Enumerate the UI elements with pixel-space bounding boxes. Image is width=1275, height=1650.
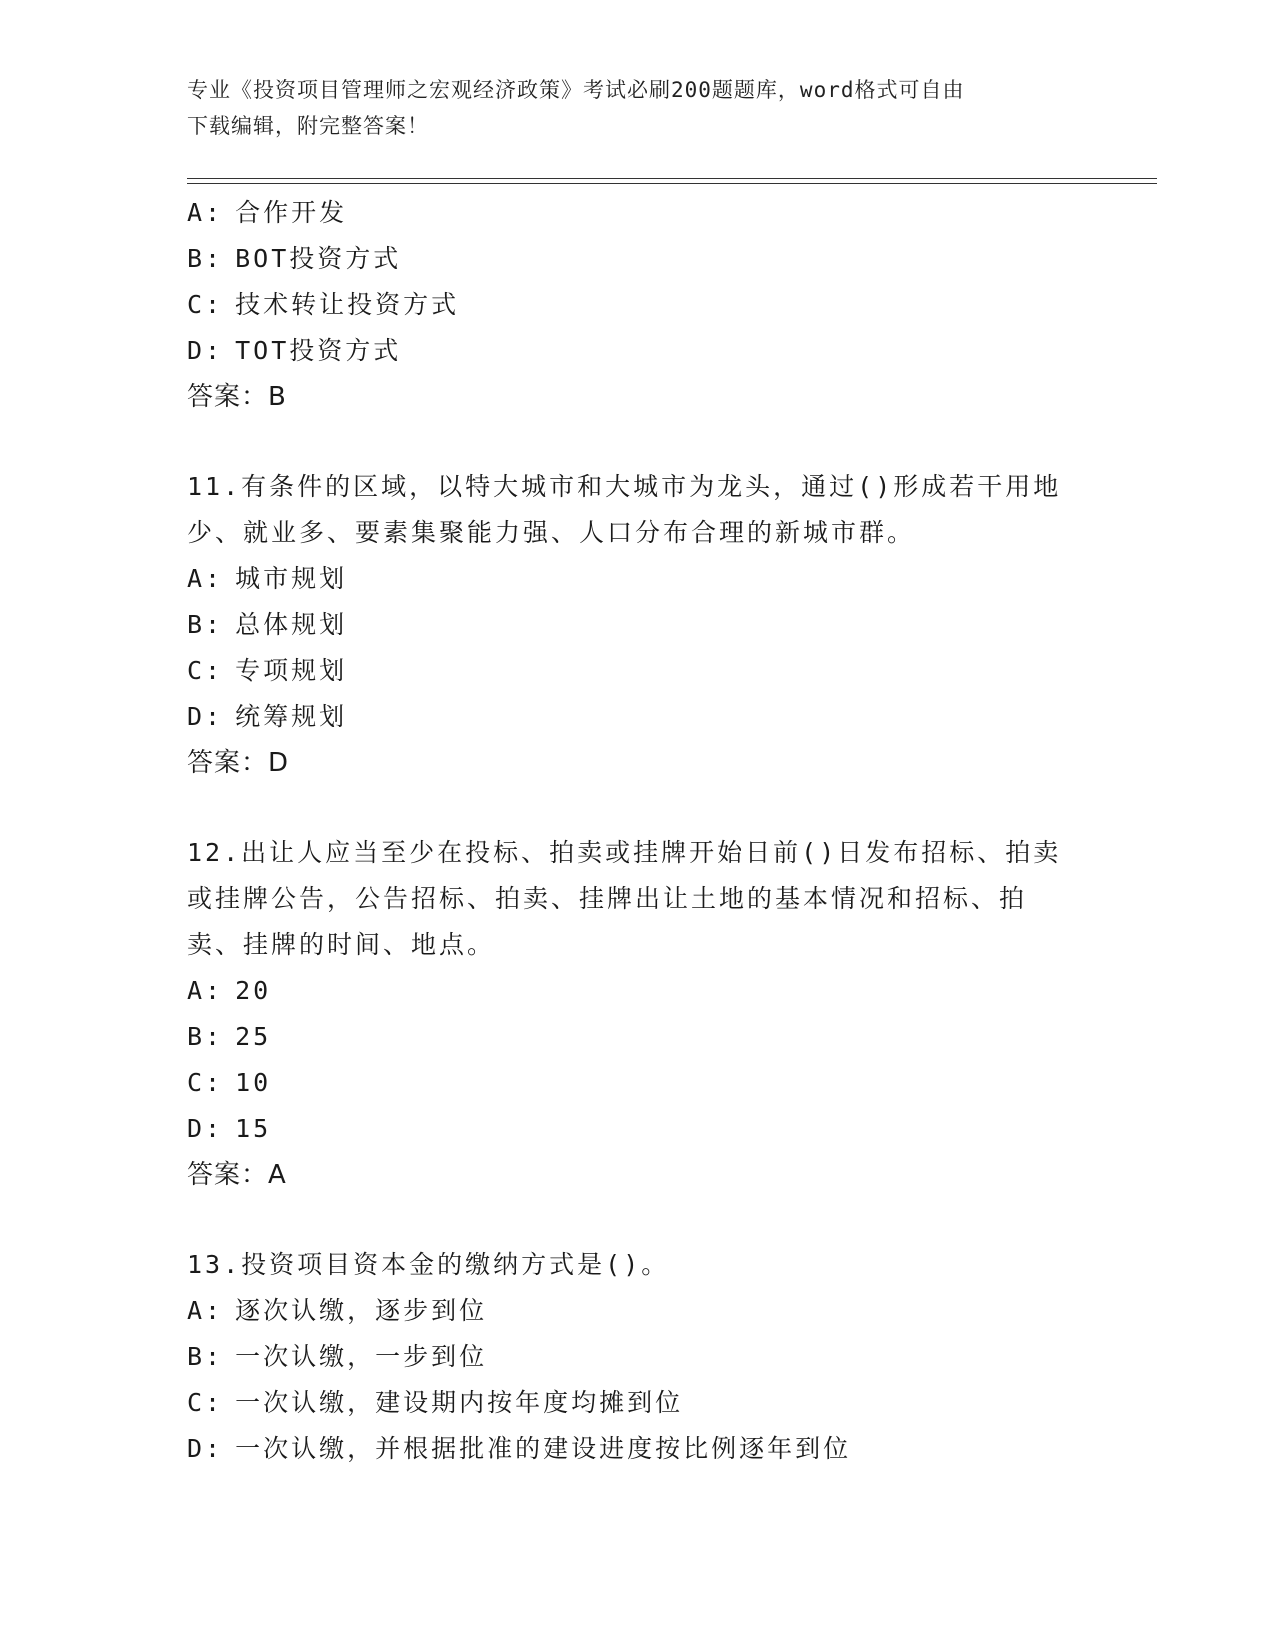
- option-b: B: 总体规划: [187, 610, 348, 639]
- answer-line: 答案：B: [187, 382, 287, 412]
- option-d: D: 15: [187, 1114, 272, 1143]
- question-11: [187, 464, 1087, 786]
- header-divider-bottom: [187, 183, 1157, 184]
- question-stem-line: 卖、挂牌的时间、地点。: [187, 930, 496, 959]
- answer-line: 答案：D: [187, 748, 290, 778]
- question-stem-line: 少、就业多、要素集聚能力强、人口分布合理的新城市群。: [187, 518, 916, 547]
- option-b: B: 一次认缴，一步到位: [187, 1342, 488, 1371]
- option-d: D: 一次认缴，并根据批准的建设进度按比例逐年到位: [187, 1434, 852, 1463]
- option-a: A: 逐次认缴，逐步到位: [187, 1296, 488, 1325]
- question-stem-line: 或挂牌公告，公告招标、拍卖、挂牌出让土地的基本情况和招标、拍: [187, 884, 1028, 913]
- question-stem-line: 12.出让人应当至少在投标、拍卖或挂牌开始日前()日发布招标、拍卖: [187, 838, 1062, 867]
- question-10: [187, 190, 1087, 420]
- option-d: D: 统筹规划: [187, 702, 348, 731]
- option-a: A: 20: [187, 976, 272, 1005]
- option-b: B: BOT投资方式: [187, 244, 402, 273]
- option-d: D: TOT投资方式: [187, 336, 402, 365]
- option-c: C: 专项规划: [187, 656, 348, 685]
- header-line-2: 下载编辑，附完整答案！: [187, 114, 429, 138]
- question-list: [187, 190, 1087, 1472]
- header-line-1: 专业《投资项目管理师之宏观经济政策》考试必刷200题题库，word格式可自由: [187, 78, 965, 102]
- question-stem-line: 11.有条件的区域，以特大城市和大城市为龙头，通过()形成若干用地: [187, 472, 1062, 501]
- option-c: C: 10: [187, 1068, 272, 1097]
- option-b: B: 25: [187, 1022, 272, 1051]
- option-a: A: 城市规划: [187, 564, 348, 593]
- question-stem-line: 13.投资项目资本金的缴纳方式是()。: [187, 1250, 670, 1279]
- option-a: A: 合作开发: [187, 198, 348, 227]
- question-12: [187, 830, 1087, 1198]
- header-divider-top: [187, 178, 1157, 179]
- option-c: C: 一次认缴，建设期内按年度均摊到位: [187, 1388, 684, 1417]
- option-c: C: 技术转让投资方式: [187, 290, 460, 319]
- document-header: [187, 72, 1077, 144]
- answer-line: 答案：A: [187, 1160, 287, 1190]
- question-13: [187, 1242, 1087, 1472]
